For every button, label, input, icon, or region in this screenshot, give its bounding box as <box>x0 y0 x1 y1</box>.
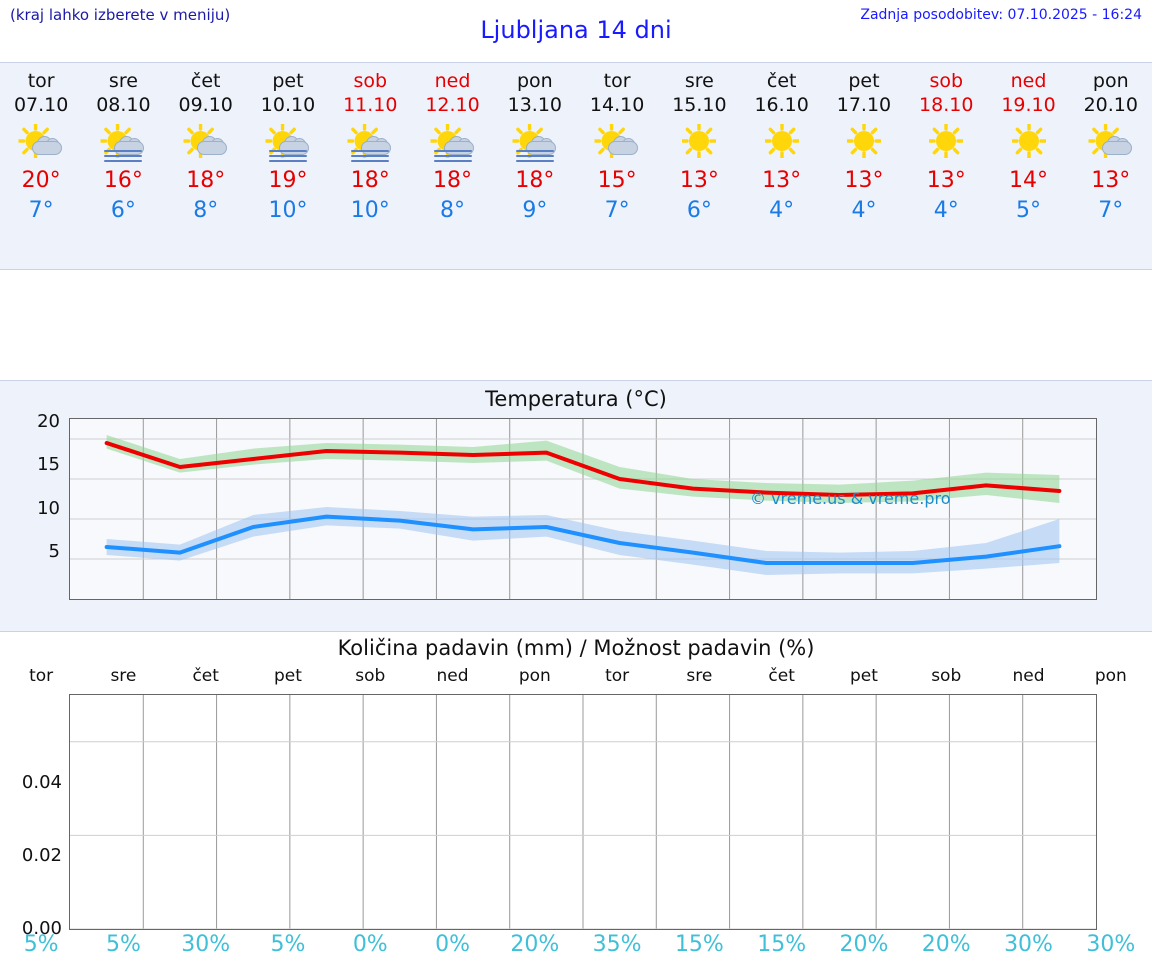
day-of-week: pon <box>516 70 553 92</box>
rain-lines-icon <box>516 150 554 165</box>
temp-min: 4° <box>933 198 959 223</box>
forecast-day-column[interactable] <box>165 63 247 269</box>
day-of-week: sre <box>684 70 714 92</box>
precip-probability-row <box>0 932 1152 957</box>
forecast-day-column[interactable] <box>0 63 82 269</box>
precip-day-label: sre <box>686 666 713 686</box>
day-date: 07.10 <box>13 94 69 116</box>
temp-ytick-10: 10 <box>37 498 60 519</box>
weather-icon <box>576 120 658 166</box>
day-of-week: ned <box>1010 70 1047 92</box>
temp-ytick-20: 20 <box>37 411 60 432</box>
forecast-day-column[interactable] <box>741 63 823 269</box>
precipitation-chart-section <box>0 632 1152 968</box>
precip-day-label: tor <box>605 666 630 686</box>
temp-max: 14° <box>1009 168 1049 193</box>
precipitation-grid-svg <box>70 695 1096 929</box>
temp-min: 6° <box>110 198 136 223</box>
temp-max: 16° <box>103 168 143 193</box>
temp-max: 18° <box>186 168 226 193</box>
precip-probability: 0% <box>435 932 470 957</box>
day-of-week: pet <box>272 70 304 92</box>
precip-probability: 5% <box>270 932 306 957</box>
day-date: 08.10 <box>96 94 151 116</box>
temp-min: 10° <box>350 198 390 223</box>
weather-icon <box>82 120 164 166</box>
day-date: 09.10 <box>178 94 233 116</box>
precip-day-label: sob <box>931 666 962 686</box>
precip-day-label: pon <box>518 666 551 686</box>
precipitation-chart-title: Količina padavin (mm) / Možnost padavin (%) <box>337 636 815 660</box>
precip-probability: 20% <box>839 932 889 957</box>
temp-max: 13° <box>1091 168 1131 193</box>
day-of-week: pon <box>1092 70 1129 92</box>
temperature-plot-area <box>69 418 1097 600</box>
page-header <box>0 0 1152 62</box>
cloud-icon <box>32 136 62 153</box>
temp-min: 7° <box>604 198 630 223</box>
precip-day-label: čet <box>768 666 795 686</box>
precip-probability: 15% <box>674 932 724 957</box>
precip-ytick-002: 0.02 <box>21 845 62 866</box>
precip-day-label: pon <box>1094 666 1127 686</box>
precip-ytick-000: 0.00 <box>21 918 62 939</box>
last-updated: Zadnja posodobitev: 07.10.2025 - 16:24 <box>860 7 1142 23</box>
forecast-day-column[interactable] <box>658 63 740 269</box>
day-of-week: sob <box>929 70 964 92</box>
forecast-day-strip <box>0 62 1152 270</box>
forecast-day-column[interactable] <box>987 63 1069 269</box>
weather-icon <box>1070 120 1152 166</box>
precip-day-labels <box>0 666 1152 690</box>
spacer <box>0 270 1152 380</box>
weather-icon <box>905 120 987 166</box>
weather-icon <box>987 120 1069 166</box>
weather-icon <box>741 120 823 166</box>
precip-probability: 5% <box>105 932 141 957</box>
day-of-week: tor <box>603 70 631 92</box>
forecast-day-column[interactable] <box>247 63 329 269</box>
precip-day-label: čet <box>192 666 219 686</box>
precip-day-label: tor <box>29 666 54 686</box>
precip-day-label: ned <box>436 666 469 686</box>
temp-max: 13° <box>762 168 802 193</box>
temperature-series-svg <box>70 419 1096 599</box>
precip-ytick-004: 0.04 <box>21 772 62 793</box>
cloud-icon <box>1102 136 1132 153</box>
precip-probability: 35% <box>592 932 642 957</box>
forecast-day-column[interactable] <box>823 63 905 269</box>
temp-min: 4° <box>769 198 795 223</box>
weather-icon <box>658 120 740 166</box>
temp-min: 10° <box>268 198 308 223</box>
temp-min: 9° <box>522 198 548 223</box>
weather-icon <box>411 120 493 166</box>
day-date: 14.10 <box>589 94 645 116</box>
precip-day-label: ned <box>1012 666 1045 686</box>
rain-lines-icon <box>434 150 472 165</box>
temp-max: 15° <box>597 168 637 193</box>
precip-day-label: pet <box>849 666 878 686</box>
precip-day-label: pet <box>274 666 302 686</box>
forecast-day-column[interactable] <box>329 63 411 269</box>
precip-probability: 20% <box>921 932 971 957</box>
weather-icon <box>247 120 329 166</box>
day-of-week: tor <box>27 70 55 92</box>
precipitation-plot-area <box>69 694 1097 930</box>
temp-max: 19° <box>268 168 308 193</box>
day-date: 10.10 <box>260 94 316 116</box>
temp-max: 13° <box>926 168 966 193</box>
precip-probability: 0% <box>352 932 388 957</box>
day-date: 18.10 <box>919 94 974 116</box>
temp-ytick-5: 5 <box>48 541 60 562</box>
rain-lines-icon <box>104 150 142 165</box>
day-of-week: čet <box>190 70 221 92</box>
temp-min: 6° <box>686 198 712 223</box>
precip-probability: 20% <box>510 932 560 957</box>
day-date: 13.10 <box>507 94 563 116</box>
temp-max: 20° <box>21 168 61 193</box>
temp-min: 5° <box>1016 198 1042 223</box>
precip-probability: 15% <box>757 932 807 957</box>
day-date: 17.10 <box>836 94 892 116</box>
rain-lines-icon <box>269 150 307 165</box>
precip-day-label: sre <box>110 666 137 686</box>
page-title: Ljubljana 14 dni <box>480 16 672 44</box>
forecast-day-column[interactable] <box>82 63 164 269</box>
weather-icon <box>823 120 905 166</box>
forecast-day-column[interactable] <box>494 63 576 269</box>
temp-min: 7° <box>1098 198 1124 223</box>
location-menu-note[interactable]: (kraj lahko izberete v meniju) <box>10 6 231 24</box>
temp-max: 18° <box>433 168 473 193</box>
forecast-day-column[interactable] <box>905 63 987 269</box>
precip-day-label: sob <box>355 666 386 686</box>
weather-icon <box>0 120 82 166</box>
day-date: 16.10 <box>754 94 809 116</box>
day-of-week: čet <box>766 70 797 92</box>
day-of-week: pet <box>848 70 880 92</box>
precip-probability: 30% <box>1004 932 1053 957</box>
temp-max: 18° <box>515 168 555 193</box>
day-date: 12.10 <box>425 94 480 116</box>
temp-max: 13° <box>679 168 719 193</box>
temperature-chart-section <box>0 380 1152 632</box>
day-date: 11.10 <box>343 94 398 116</box>
day-of-week: sob <box>353 70 388 92</box>
day-of-week: ned <box>434 70 471 92</box>
forecast-day-column[interactable] <box>1070 63 1152 269</box>
day-date: 19.10 <box>1001 94 1056 116</box>
day-date: 20.10 <box>1083 94 1138 116</box>
temp-ytick-15: 15 <box>37 454 60 475</box>
rain-lines-icon <box>351 150 389 165</box>
temp-max: 13° <box>844 168 884 193</box>
weather-icon <box>329 120 411 166</box>
temp-min: 4° <box>851 198 877 223</box>
temp-max: 18° <box>350 168 390 193</box>
weather-icon <box>494 120 576 166</box>
temperature-chart-title: Temperatura (°C) <box>485 387 667 411</box>
forecast-day-column[interactable] <box>411 63 493 269</box>
cloud-icon <box>197 136 227 153</box>
precip-probability: 30% <box>181 932 231 957</box>
weather-icon <box>165 120 247 166</box>
day-of-week: sre <box>108 70 138 92</box>
precip-probability: 30% <box>1086 932 1136 957</box>
temp-min: 8° <box>193 198 219 223</box>
day-date: 15.10 <box>672 94 727 116</box>
precip-probability: 5% <box>23 932 59 957</box>
cloud-icon <box>608 136 638 153</box>
copyright-label: © vreme.us & vreme.pro <box>750 489 951 508</box>
forecast-day-column[interactable] <box>576 63 658 269</box>
temp-min: 7° <box>28 198 54 223</box>
temp-min: 8° <box>440 198 466 223</box>
